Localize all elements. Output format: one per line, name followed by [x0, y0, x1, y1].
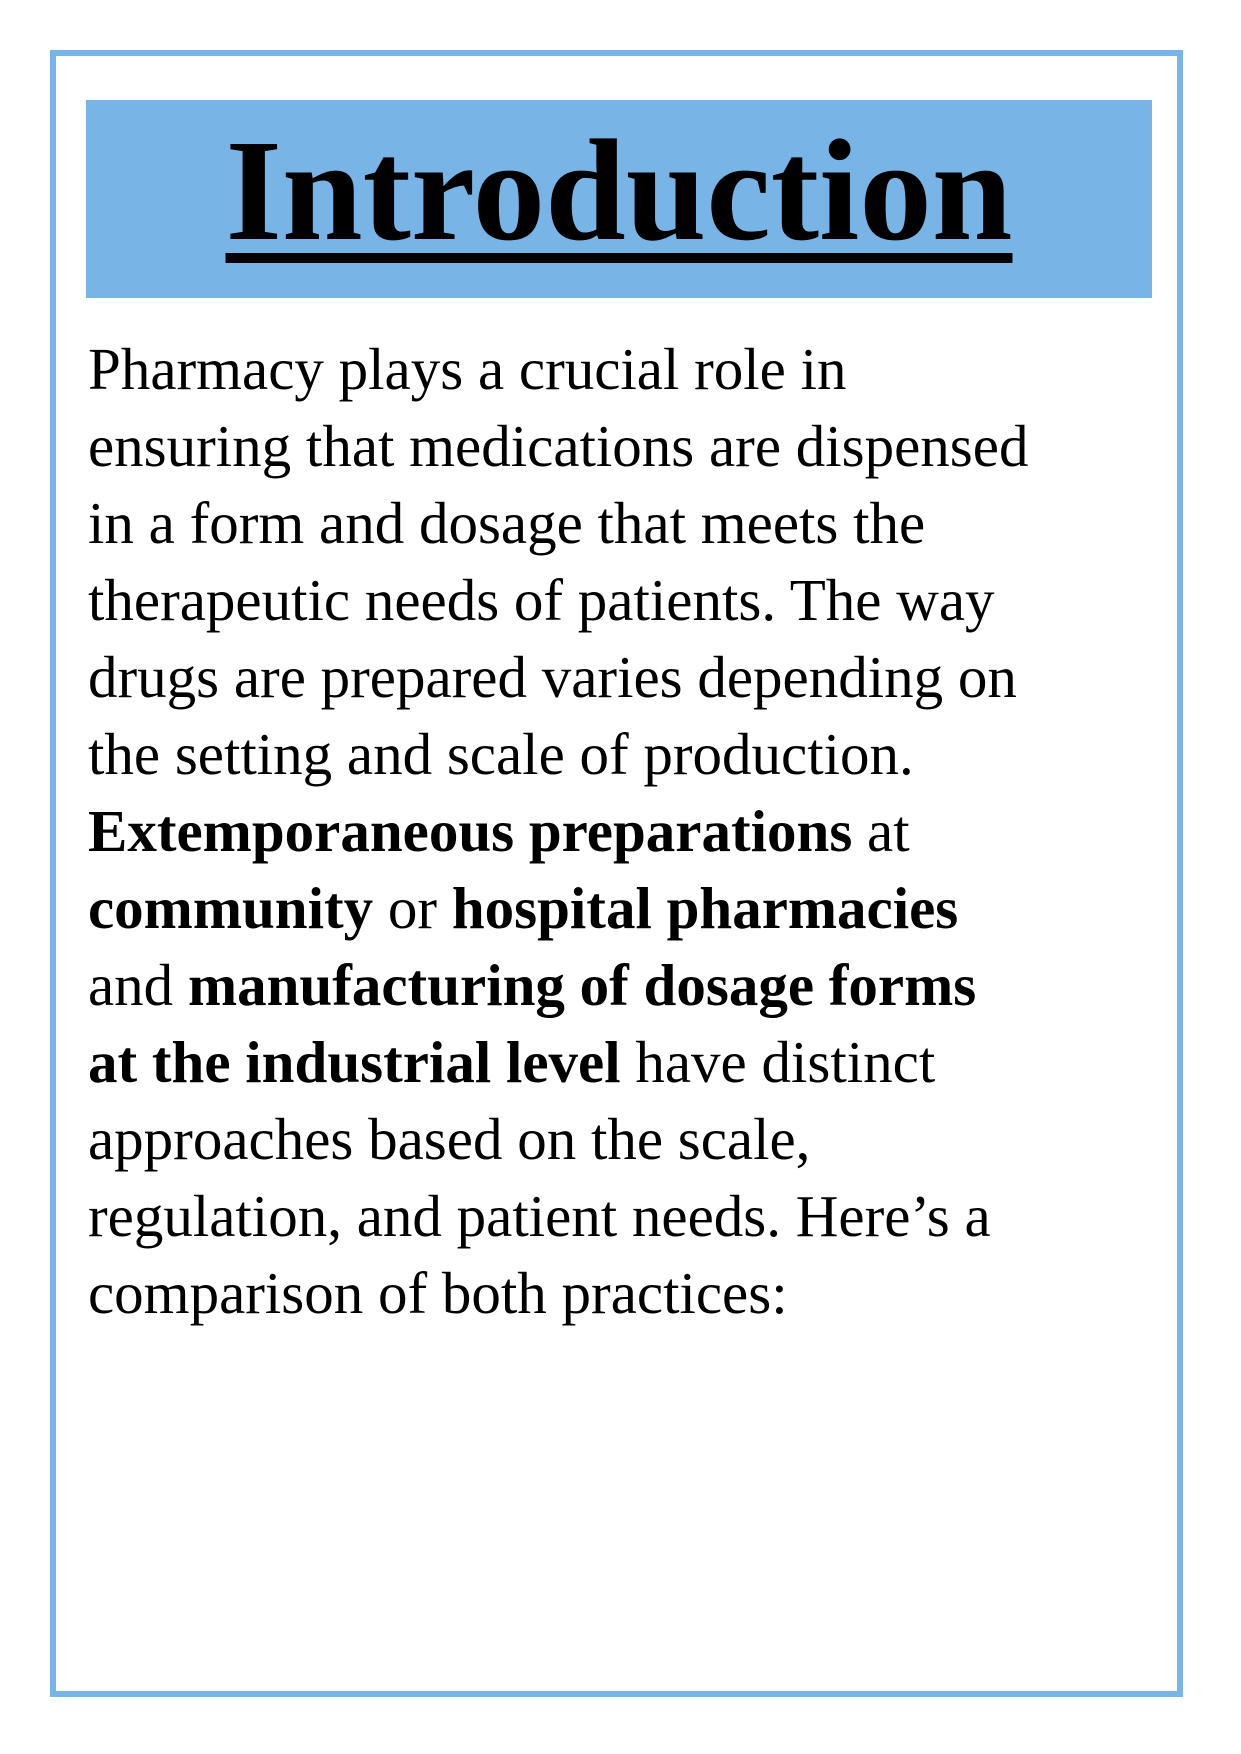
paragraph-line — [88, 485, 1168, 562]
text-run: and — [88, 952, 188, 1018]
paragraph-line — [88, 331, 1168, 408]
text-run: the setting and scale of production. — [88, 721, 914, 787]
paragraph-line — [88, 1255, 1168, 1332]
paragraph-line — [88, 947, 1168, 1024]
text-run: approaches based on the scale, — [88, 1106, 811, 1172]
text-run: in a form and dosage that meets the — [88, 490, 926, 556]
text-run: drugs are prepared varies depending on — [88, 644, 1017, 710]
text-run: ensuring that medications are dispensed — [88, 413, 1029, 479]
paragraph-line — [88, 408, 1168, 485]
text-run: therapeutic needs of patients. The way — [88, 567, 995, 633]
paragraph-line — [88, 562, 1168, 639]
text-run: regulation, and patient needs. Here’s a — [88, 1183, 991, 1249]
bold-term-hospital: hospital pharmacies — [451, 875, 959, 941]
paragraph-line — [88, 1101, 1168, 1178]
paragraph-line — [88, 1024, 1168, 1101]
title-banner — [86, 100, 1152, 298]
bold-term-manufacturing: manufacturing of dosage forms — [187, 952, 977, 1018]
text-run: have distinct — [620, 1029, 936, 1095]
text-run: at — [852, 798, 910, 864]
text-run: comparison of both practices: — [88, 1260, 788, 1326]
page-title: Introduction — [225, 110, 1013, 271]
paragraph-line — [88, 1178, 1168, 1255]
bold-term-extemporaneous: Extemporaneous preparations — [88, 798, 853, 864]
text-run: or — [373, 875, 452, 941]
text-run: Pharmacy plays a crucial role in — [88, 336, 847, 402]
bold-term-industrial: at the industrial level — [88, 1029, 621, 1095]
intro-paragraph — [88, 331, 1168, 1332]
paragraph-line — [88, 870, 1168, 947]
bold-term-community: community — [88, 875, 374, 941]
paragraph-line — [88, 716, 1168, 793]
paragraph-line — [88, 793, 1168, 870]
paragraph-line — [88, 639, 1168, 716]
